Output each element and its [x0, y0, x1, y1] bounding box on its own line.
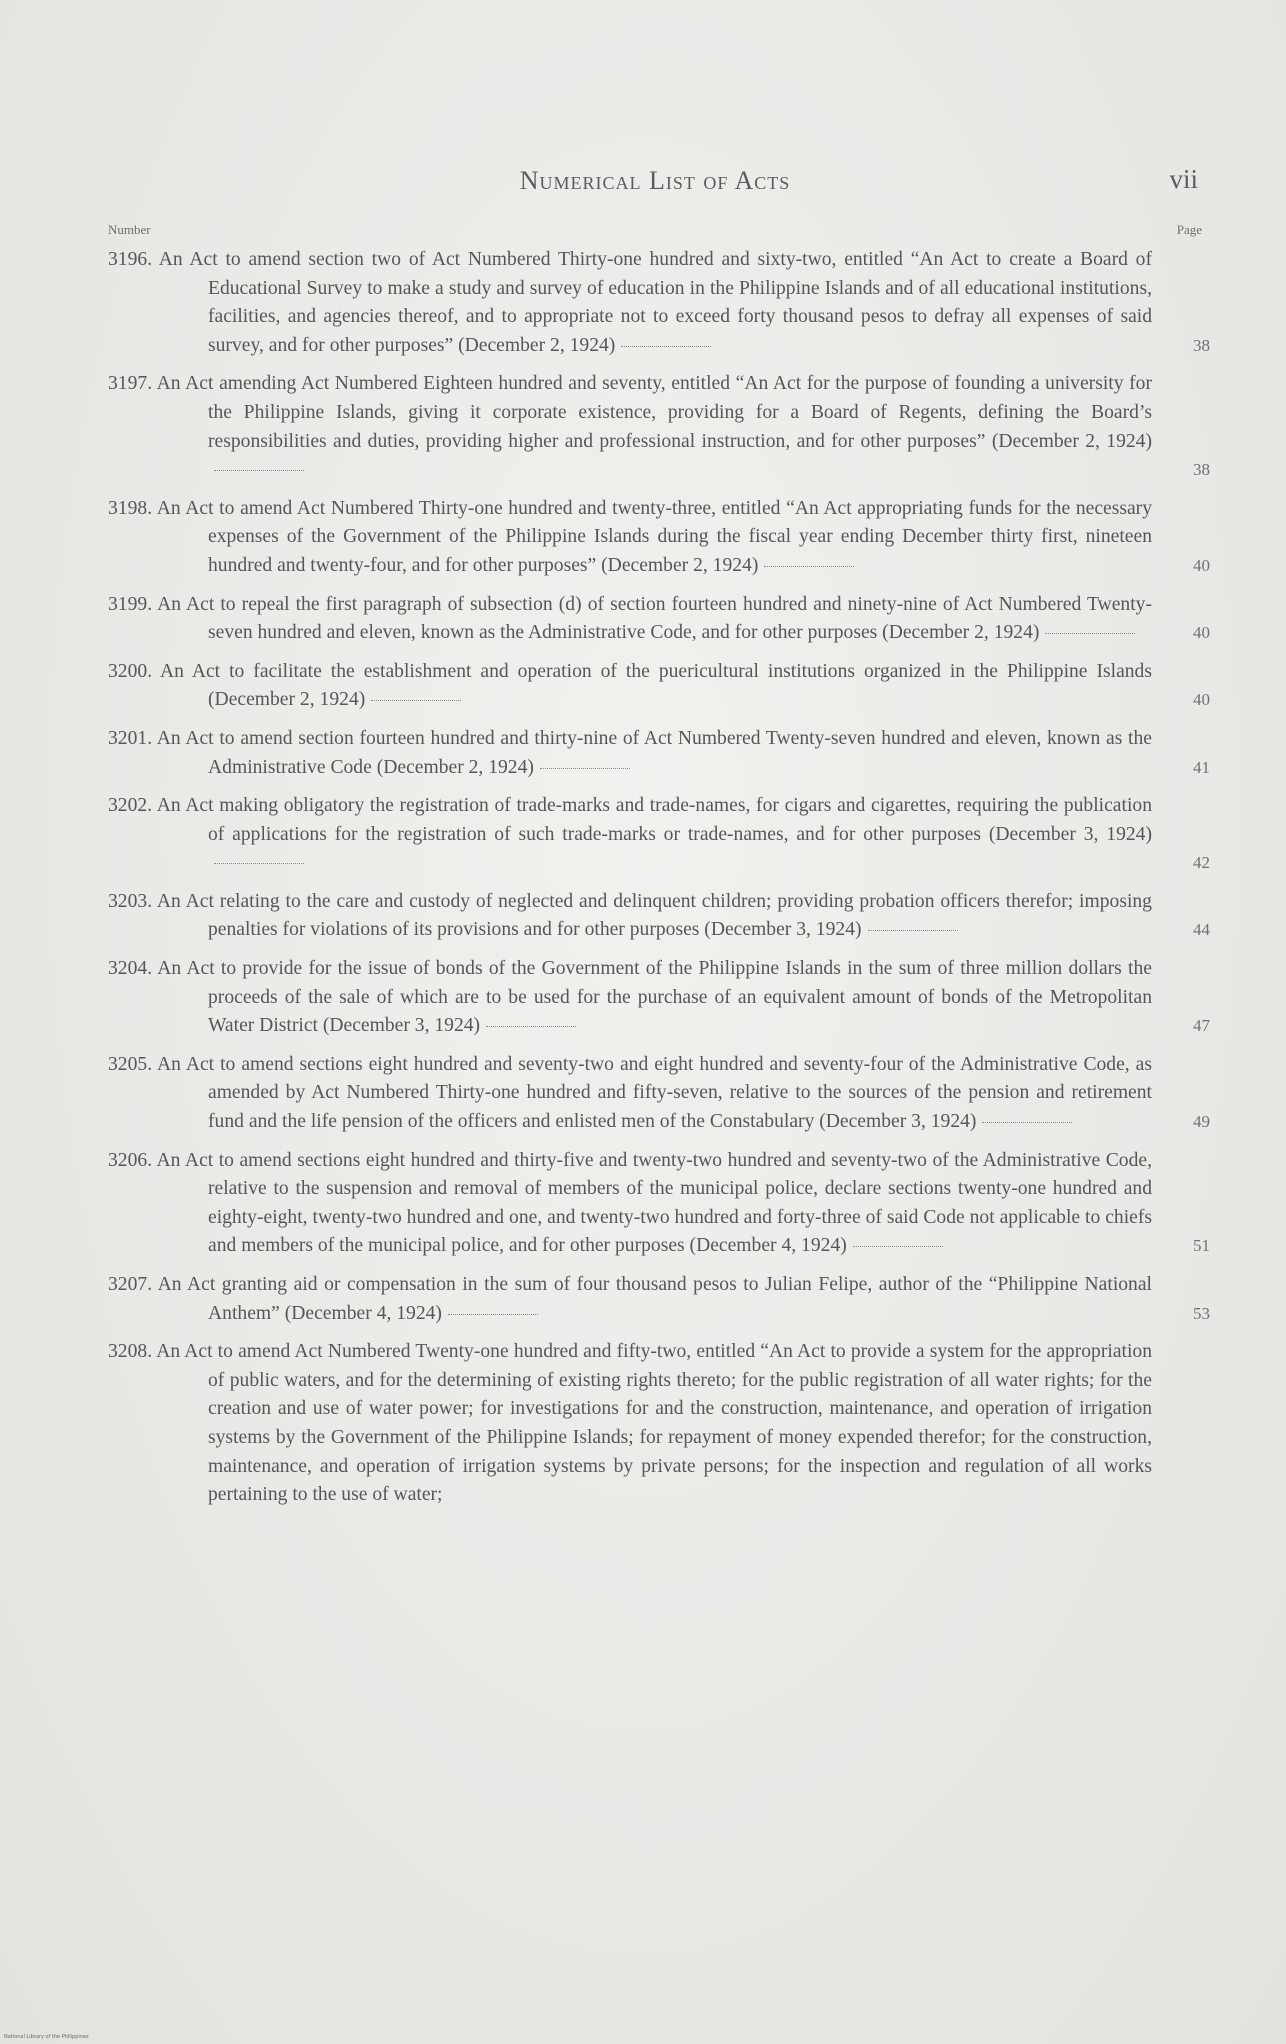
act-title: An Act to amend section fourteen hundred and thirty-nine of Act Numbered Twenty-seven hundred and eleven, known as the Administrative Code (December 2, 1924) — [156, 727, 1152, 778]
act-entry — [108, 1147, 1210, 1261]
act-title: An Act to facilitate the establishment and operation of the puericultural institutions organized in the Philippine Islands (December 2, 1924) — [159, 660, 1152, 711]
act-title: An Act to repeal the first paragraph of subsection (d) of section fourteen hundred and ninety-nine of Act Numbered Twenty-seven hundred and eleven, known as the Administrative Code, and for other purposes (December 2, 1924) — [157, 593, 1152, 644]
dot-leader — [853, 1246, 943, 1247]
act-entry-body — [108, 888, 1152, 945]
act-page-number: 38 — [1193, 335, 1210, 355]
dot-leader — [486, 1026, 576, 1027]
act-number: 3204. — [108, 958, 153, 980]
act-number: 3197. — [108, 373, 153, 395]
act-title: An Act to amend sections eight hundred and thirty-five and twenty-two hundred and seventy-two of the Administrative Code, relative to the suspension and removal of members of the municipal police, declare sections twenty-one hundred and eighty-eight, twenty-two hundred and one, and twenty-two hundred and forty-three of said Code not applicable to chiefs and members of the municipal police, and for other purposes (December 4, 1924) — [156, 1149, 1152, 1257]
act-entry — [108, 658, 1210, 715]
act-title: An Act to amend section two of Act Numbered Thirty-one hundred and sixty-two, entitled “An Act to create a Board of Educational Survey to make a study and survey of education in the Philippine Islands and of all educational institutions, facilities, and agencies thereof, and to appropriate not to exceed forty thousand pesos to defray all expenses of said survey, and for other purposes” (December 2, 1924) — [158, 249, 1152, 356]
act-title: An Act to amend Act Numbered Twenty-one hundred and fifty-two, entitled “An Act to provide a system for the appropriation of public waters, and for the determining of existing rights thereto; for the public registration of all water rights; for the creation and use of water power; for investigations for and the construction, maintenance, and operation of irrigation systems by the Government of the Philippine Islands; for repayment of money expended therefor; for the construction, maintenance, and operation of irrigation systems by private persons; for the inspection and regulation of all works pertaining to the use of water; — [156, 1341, 1152, 1506]
dot-leader — [868, 930, 958, 931]
dot-leader — [982, 1122, 1072, 1123]
act-entry-body — [108, 1271, 1152, 1328]
dot-leader — [540, 768, 630, 769]
act-page-number: 38 — [1193, 460, 1210, 480]
act-page-number: 44 — [1193, 920, 1210, 940]
act-entry-body — [108, 792, 1152, 878]
act-number: 3206. — [108, 1149, 153, 1171]
act-entry-body — [108, 591, 1152, 648]
acts-list — [108, 246, 1210, 1520]
act-page-number: 40 — [1193, 690, 1210, 710]
act-entry-body — [108, 370, 1152, 484]
page-title: Numerical List of Acts — [519, 166, 791, 195]
act-number: 3207. — [108, 1274, 153, 1295]
act-number: 3200. — [108, 660, 153, 682]
act-entry-body — [108, 495, 1152, 581]
act-number: 3205. — [108, 1053, 153, 1075]
act-entry — [108, 370, 1210, 484]
act-entry — [108, 246, 1210, 360]
act-entry — [108, 725, 1210, 782]
act-entry-body — [108, 725, 1152, 782]
act-number: 3203. — [108, 890, 153, 912]
dot-leader — [764, 566, 854, 567]
act-title: An Act making obligatory the registration of trade-marks and trade-names, for cigars and cigarettes, requiring the publication of applications for the registration of such trade-marks or trade-names, and for other purposes (December 3, 1924) — [156, 795, 1152, 845]
act-number: 3208. — [108, 1341, 153, 1363]
running-head — [100, 160, 1210, 200]
act-number: 3202. — [108, 795, 153, 817]
column-headings — [108, 222, 1202, 242]
act-entry-body — [108, 658, 1152, 715]
footer-credit: National Library of the Philippines — [4, 2034, 89, 2040]
act-entry-body — [108, 955, 1152, 1041]
act-entry-body — [108, 1051, 1152, 1137]
act-entry — [108, 1338, 1210, 1510]
act-entry — [108, 888, 1210, 945]
act-number: 3198. — [108, 497, 153, 519]
act-page-number: 53 — [1193, 1303, 1210, 1323]
act-entry — [108, 1271, 1210, 1328]
dot-leader — [448, 1314, 538, 1315]
act-entry-body — [108, 1338, 1152, 1510]
act-page-number: 41 — [1193, 757, 1210, 777]
act-entry-body — [108, 1147, 1152, 1261]
act-entry — [108, 495, 1210, 581]
act-entry — [108, 591, 1210, 648]
dot-leader — [621, 346, 711, 347]
act-page-number: 40 — [1193, 555, 1210, 575]
act-number: 3199. — [108, 593, 153, 615]
act-page-number: 42 — [1193, 853, 1210, 873]
dot-leader — [214, 470, 304, 471]
act-page-number: 51 — [1193, 1236, 1210, 1256]
act-page-number: 49 — [1193, 1112, 1210, 1132]
act-page-number: 40 — [1193, 623, 1210, 643]
number-column-heading: Number — [108, 222, 151, 237]
act-entry-body — [108, 246, 1152, 360]
dot-leader — [214, 863, 304, 864]
dot-leader — [1045, 633, 1135, 634]
act-title: An Act relating to the care and custody of neglected and delinquent children; providing probation officers therefor; imposing penalties for violations of its provisions and for other purposes (December 3, 1924) — [156, 890, 1152, 941]
dot-leader — [371, 700, 461, 701]
act-title: An Act to amend sections eight hundred and seventy-two and eight hundred and seventy-four of the Administrative Code, as amended by Act Numbered Thirty-one hundred and fifty-seven, relative to the sources of the pension and retirement fund and the life pension of the officers and enlisted men of the Constabulary (December 3, 1924) — [157, 1053, 1152, 1133]
act-title: An Act granting aid or compensation in the sum of four thousand pesos to Julian Felipe, author of the “Philippine National Anthem” (December 4, 1924) — [157, 1274, 1152, 1324]
page-folio: vii — [1169, 164, 1198, 194]
page-column-heading: Page — [1176, 222, 1202, 237]
act-entry — [108, 1051, 1210, 1137]
act-number: 3196. — [108, 249, 153, 270]
act-number: 3201. — [108, 727, 153, 749]
act-title: An Act to provide for the issue of bonds of the Government of the Philippine Islands in the sum of three million dollars the proceeds of the sale of which are to be used for the purchase of an equivalent amount of bonds of the Metropolitan Water District (December 3, 1924) — [157, 958, 1152, 1037]
act-entry — [108, 955, 1210, 1041]
act-title: An Act amending Act Numbered Eighteen hundred and seventy, entitled “An Act for the purpose of founding a university for the Philippine Islands, giving it corporate existence, providing for a Board of Regents, defining the Board’s responsibilities and duties, providing higher and professional instruction, and for other purposes” (December 2, 1924) — [156, 373, 1152, 452]
act-page-number: 47 — [1193, 1016, 1210, 1036]
act-entry — [108, 792, 1210, 878]
act-title: An Act to amend Act Numbered Thirty-one hundred and twenty-three, entitled “An Act appropriating funds for the necessary expenses of the Government of the Philippine Islands during the fiscal year ending December thirty first, nineteen hundred and twenty-four, and for other purposes” (December 2, 1924) — [156, 497, 1152, 576]
